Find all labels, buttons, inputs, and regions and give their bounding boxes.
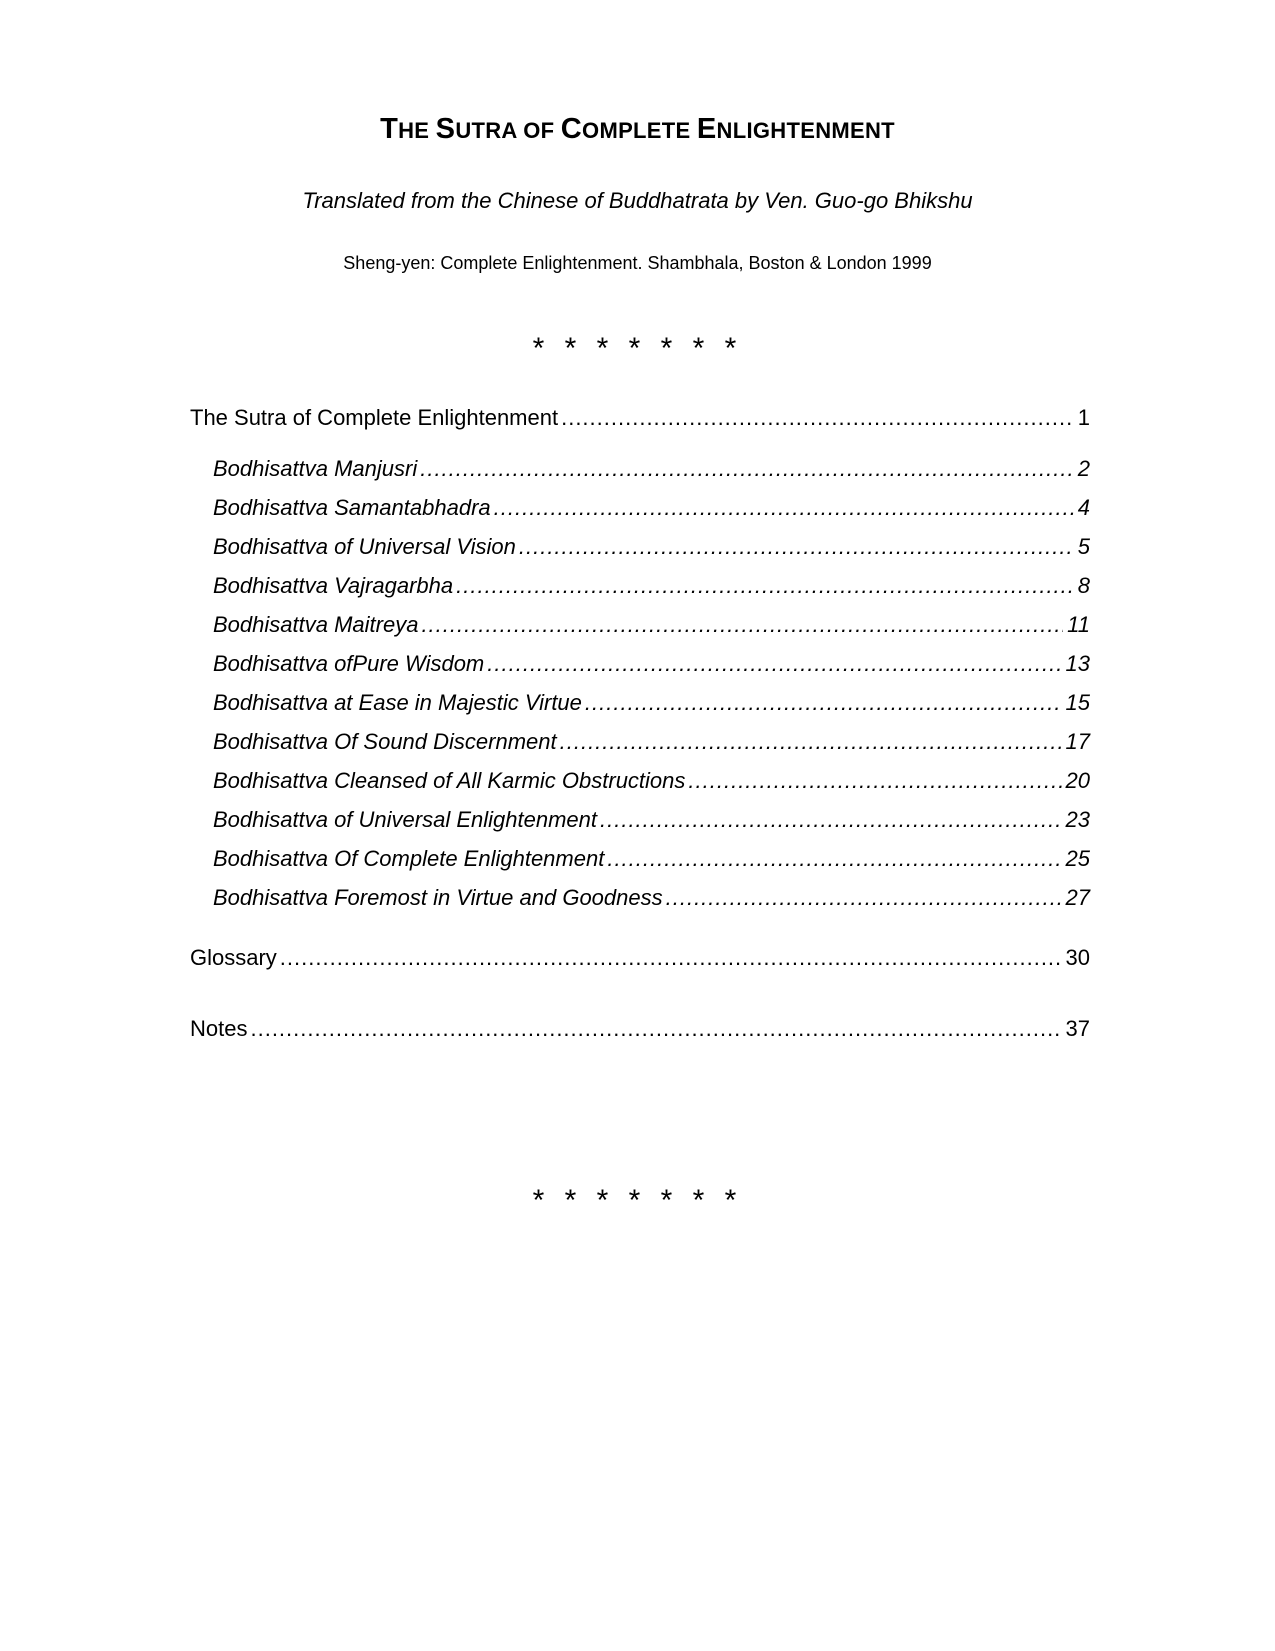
- toc-entry[interactable]: [213, 456, 1090, 486]
- toc-entry[interactable]: [213, 807, 1090, 837]
- toc-entry-label: Bodhisattva Cleansed of All Karmic Obstructions: [213, 768, 686, 793]
- toc-entry-label: Bodhisattva Foremost in Virtue and Goodness: [213, 885, 663, 910]
- toc-entry-page-number: 15: [1065, 690, 1090, 715]
- toc-entry-label: Bodhisattva Of Complete Enlightenment: [213, 846, 605, 871]
- separator-top: * * * * * * *: [532, 332, 743, 365]
- toc-entry-page-number: 23: [1065, 807, 1090, 832]
- page-title: [0, 113, 1275, 146]
- toc-entry[interactable]: [213, 573, 1090, 603]
- toc-entry-label: Glossary: [190, 945, 277, 970]
- toc-entry[interactable]: [213, 495, 1090, 525]
- dot-leader: [280, 945, 1062, 971]
- toc-entry-page-number: 8: [1077, 573, 1090, 598]
- dot-leader: [607, 846, 1061, 872]
- toc-entry-page-number: 27: [1065, 885, 1090, 910]
- toc-entry-label: Bodhisattva of Universal Enlightenment: [213, 807, 597, 832]
- toc-entry[interactable]: [213, 729, 1090, 759]
- dot-leader: [560, 729, 1062, 755]
- toc-entry-label: Bodhisattva Of Sound Discernment: [213, 729, 557, 754]
- toc-entry-page-number: 5: [1077, 534, 1090, 559]
- translation-credit: Translated from the Chinese of Buddhatrata by Ven. Guo-go Bhikshu: [302, 188, 973, 213]
- dot-leader: [600, 807, 1062, 833]
- dot-leader: [666, 885, 1062, 911]
- dot-leader: [688, 768, 1061, 794]
- toc-entry-label: Bodhisattva ofPure Wisdom: [213, 651, 485, 676]
- title-fragment: E: [696, 113, 717, 145]
- toc-entry-label: Bodhisattva of Universal Vision: [213, 534, 516, 559]
- separator-bottom: * * * * * * *: [532, 1184, 743, 1217]
- title-fragment: S: [435, 113, 456, 145]
- toc-entry[interactable]: [213, 885, 1090, 915]
- toc-entry[interactable]: [213, 768, 1090, 798]
- title-fragment: T: [380, 113, 399, 145]
- toc-entry-page-number: 2: [1077, 456, 1090, 481]
- toc-entry[interactable]: [213, 690, 1090, 720]
- toc-entry[interactable]: [190, 945, 1090, 975]
- dot-leader: [250, 1016, 1061, 1042]
- dot-leader: [456, 573, 1074, 599]
- toc-entry-page-number: 4: [1077, 495, 1090, 520]
- title-fragment: NLIGHTENMENT: [716, 118, 895, 143]
- dot-leader: [585, 690, 1062, 716]
- dot-leader: [494, 495, 1074, 521]
- toc-entry-page-number: 17: [1065, 729, 1090, 754]
- toc-entry-page-number: 25: [1065, 846, 1090, 871]
- toc-entry[interactable]: [213, 534, 1090, 564]
- dot-leader: [421, 612, 1063, 638]
- toc-entry-page-number: 37: [1065, 1016, 1090, 1041]
- toc-entry-label: Bodhisattva Maitreya: [213, 612, 419, 637]
- toc-entry-label: Notes: [190, 1016, 248, 1041]
- title-fragment: OMPLETE: [582, 118, 697, 143]
- title-fragment: HE: [398, 118, 436, 143]
- toc-entry[interactable]: [190, 405, 1090, 435]
- dot-leader: [420, 456, 1074, 482]
- toc-entry-label: Bodhisattva Samantabhadra: [213, 495, 491, 520]
- toc-entry-label: Bodhisattva Manjusri: [213, 456, 418, 481]
- toc-entry-label: Bodhisattva Vajragarbha: [213, 573, 454, 598]
- title-fragment: UTRA OF: [455, 118, 561, 143]
- dot-leader: [519, 534, 1074, 560]
- toc-entry-page-number: 1: [1077, 405, 1090, 430]
- toc-entry-page-number: 13: [1065, 651, 1090, 676]
- toc-entry[interactable]: [190, 1016, 1090, 1046]
- toc-entry-page-number: 30: [1065, 945, 1090, 970]
- dot-leader: [487, 651, 1061, 677]
- toc-entry-page-number: 11: [1067, 612, 1090, 637]
- title-fragment: C: [560, 113, 583, 145]
- source-citation: Sheng-yen: Complete Enlightenment. Shambhala, Boston & London 1999: [343, 253, 932, 273]
- dot-leader: [561, 405, 1074, 431]
- toc-entry-label: Bodhisattva at Ease in Majestic Virtue: [213, 690, 582, 715]
- toc-entry-label: The Sutra of Complete Enlightenment: [190, 405, 559, 430]
- toc-entry-page-number: 20: [1065, 768, 1090, 793]
- toc-entry[interactable]: [213, 846, 1090, 876]
- toc-entry[interactable]: [213, 612, 1090, 642]
- toc-entry[interactable]: [213, 651, 1090, 681]
